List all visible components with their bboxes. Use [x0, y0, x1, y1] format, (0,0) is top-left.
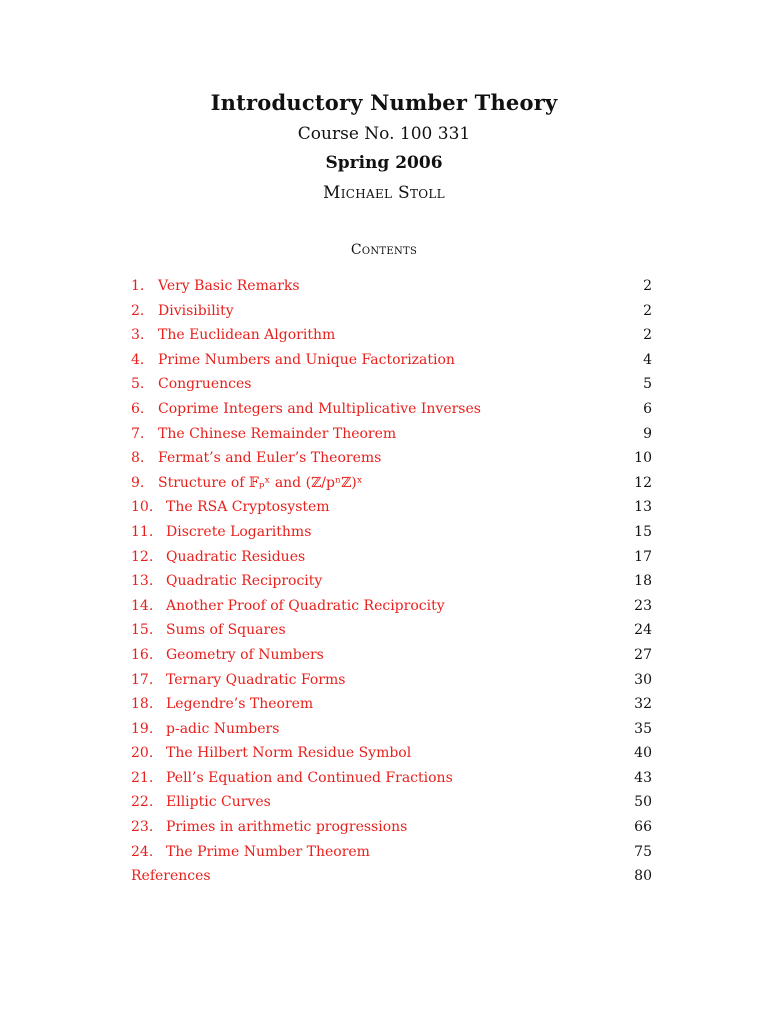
- toc-entry-title[interactable]: Another Proof of Quadratic Reciprocity: [166, 597, 445, 614]
- toc-entry-number[interactable]: 2.: [131, 302, 145, 319]
- toc-entry[interactable]: [131, 790, 652, 815]
- table-of-contents: [131, 274, 652, 889]
- toc-entry-title[interactable]: Legendre’s Theorem: [166, 696, 314, 713]
- toc-entry-page: 17: [634, 548, 652, 565]
- toc-entry-title[interactable]: Very Basic Remarks: [158, 278, 300, 294]
- toc-entry-number[interactable]: 21.: [131, 769, 154, 786]
- toc-entry-number[interactable]: 1.: [131, 278, 145, 294]
- toc-entry-page: 2: [643, 327, 652, 344]
- toc-entry[interactable]: [131, 397, 652, 422]
- toc-entry-title[interactable]: The Chinese Remainder Theorem: [158, 425, 397, 442]
- toc-entry-page: 12: [634, 474, 652, 491]
- toc-entry-number[interactable]: 13.: [131, 573, 154, 590]
- toc-entry[interactable]: [131, 323, 652, 348]
- toc-entry-title[interactable]: References: [131, 868, 211, 885]
- toc-entry-page: 10: [634, 450, 652, 467]
- toc-entry[interactable]: [131, 299, 652, 324]
- toc-entry-number[interactable]: 22.: [131, 794, 154, 811]
- toc-entry-title[interactable]: Geometry of Numbers: [166, 646, 324, 663]
- toc-entry-number[interactable]: 3.: [131, 327, 145, 344]
- toc-entry[interactable]: [131, 741, 652, 766]
- toc-entry-number[interactable]: 24.: [131, 843, 154, 860]
- toc-entry-number[interactable]: 8.: [131, 450, 145, 467]
- toc-entry-page: 75: [634, 843, 652, 860]
- toc-entry-title[interactable]: The Prime Number Theorem: [166, 843, 370, 860]
- toc-entry-page: 24: [634, 622, 652, 639]
- toc-entry-number[interactable]: 17.: [131, 671, 154, 688]
- toc-entry-number[interactable]: 6.: [131, 400, 145, 417]
- toc-entry-title[interactable]: Ternary Quadratic Forms: [166, 671, 346, 688]
- toc-entry-page: 50: [634, 794, 652, 811]
- toc-entry-number[interactable]: 11.: [131, 523, 154, 540]
- toc-entry-number[interactable]: 15.: [131, 622, 154, 639]
- toc-entry[interactable]: [131, 643, 652, 668]
- toc-entry[interactable]: [131, 692, 652, 717]
- toc-entry-title[interactable]: Quadratic Reciprocity: [166, 573, 323, 590]
- toc-entry-title[interactable]: The Euclidean Algorithm: [158, 327, 336, 344]
- toc-entry-title[interactable]: The Hilbert Norm Residue Symbol: [166, 745, 412, 762]
- toc-entry[interactable]: [131, 446, 652, 471]
- toc-entry-number[interactable]: 20.: [131, 745, 154, 762]
- toc-entry-page: 9: [643, 425, 652, 442]
- toc-entry-page: 32: [634, 696, 652, 713]
- toc-entry-title[interactable]: p-adic Numbers: [166, 720, 280, 737]
- toc-entry[interactable]: [131, 569, 652, 594]
- toc-entry-page: 30: [634, 671, 652, 688]
- toc-entry-title[interactable]: Coprime Integers and Multiplicative Inverses: [158, 400, 481, 417]
- toc-entry-page: 4: [643, 351, 652, 368]
- toc-entry-title[interactable]: Primes in arithmetic progressions: [166, 819, 408, 836]
- toc-entry-title[interactable]: Divisibility: [158, 302, 234, 319]
- toc-entry-number[interactable]: 12.: [131, 548, 154, 565]
- toc-entry-title[interactable]: Fermat’s and Euler’s Theorems: [158, 450, 382, 467]
- toc-entry-title[interactable]: Structure of 𝔽ₚˣ and (ℤ/pⁿℤ)ˣ: [158, 474, 363, 491]
- toc-entry[interactable]: [131, 717, 652, 742]
- toc-entry-page: 43: [634, 769, 652, 786]
- toc-entry-page: 66: [634, 819, 652, 836]
- toc-entry-title[interactable]: Prime Numbers and Unique Factorization: [158, 351, 455, 368]
- toc-entry-title[interactable]: Discrete Logarithms: [166, 523, 312, 540]
- toc-entry-number[interactable]: 14.: [131, 597, 154, 614]
- toc-entry[interactable]: [131, 495, 652, 520]
- author-name: Michael Stoll: [323, 183, 445, 203]
- toc-entry[interactable]: [131, 274, 652, 299]
- toc-entry[interactable]: [131, 372, 652, 397]
- toc-entry-number[interactable]: 23.: [131, 819, 154, 836]
- toc-entry[interactable]: [131, 618, 652, 643]
- toc-entry-page: 35: [634, 720, 652, 737]
- toc-entry-references[interactable]: [131, 864, 652, 889]
- toc-entry-page: 27: [634, 646, 652, 663]
- toc-entry-page: 5: [643, 376, 652, 393]
- toc-entry-title[interactable]: Congruences: [158, 376, 252, 393]
- toc-entry[interactable]: [131, 520, 652, 545]
- toc-entry-title[interactable]: The RSA Cryptosystem: [166, 499, 330, 516]
- toc-entry-page: 40: [634, 745, 652, 762]
- toc-entry-number[interactable]: 7.: [131, 425, 145, 442]
- toc-entry[interactable]: [131, 348, 652, 373]
- toc-entry-title[interactable]: Quadratic Residues: [166, 548, 306, 565]
- toc-entry[interactable]: [131, 594, 652, 619]
- toc-entry[interactable]: [131, 840, 652, 865]
- course-number: Course No. 100 331: [297, 124, 471, 144]
- toc-entry-page: 6: [643, 400, 652, 417]
- toc-entry[interactable]: [131, 471, 652, 496]
- toc-entry-page: 80: [634, 868, 652, 885]
- toc-entry[interactable]: [131, 422, 652, 447]
- toc-entry-page: 2: [643, 278, 652, 294]
- toc-entry[interactable]: [131, 766, 652, 791]
- toc-entry-page: 2: [643, 302, 652, 319]
- toc-entry-page: 13: [634, 499, 652, 516]
- toc-entry-number[interactable]: 5.: [131, 376, 145, 393]
- document-title: Introductory Number Theory: [210, 90, 558, 115]
- toc-entry-title[interactable]: Elliptic Curves: [166, 794, 271, 811]
- toc-entry-page: 18: [634, 573, 652, 590]
- toc-entry-number[interactable]: 16.: [131, 646, 154, 663]
- toc-entry-page: 15: [634, 523, 652, 540]
- toc-entry-number[interactable]: 18.: [131, 696, 154, 713]
- contents-heading: Contents: [350, 242, 418, 258]
- toc-entry[interactable]: [131, 545, 652, 570]
- toc-entry-number[interactable]: 10.: [131, 499, 154, 516]
- toc-entry[interactable]: [131, 815, 652, 840]
- toc-entry-page: 23: [634, 597, 652, 614]
- toc-entry-number[interactable]: 4.: [131, 351, 145, 368]
- toc-entry-number[interactable]: 9.: [131, 474, 145, 491]
- course-term: Spring 2006: [325, 153, 443, 173]
- toc-entry-number[interactable]: 19.: [131, 720, 154, 737]
- toc-entry-title[interactable]: Sums of Squares: [166, 622, 286, 639]
- toc-entry-title[interactable]: Pell’s Equation and Continued Fractions: [166, 769, 453, 786]
- toc-entry[interactable]: [131, 668, 652, 693]
